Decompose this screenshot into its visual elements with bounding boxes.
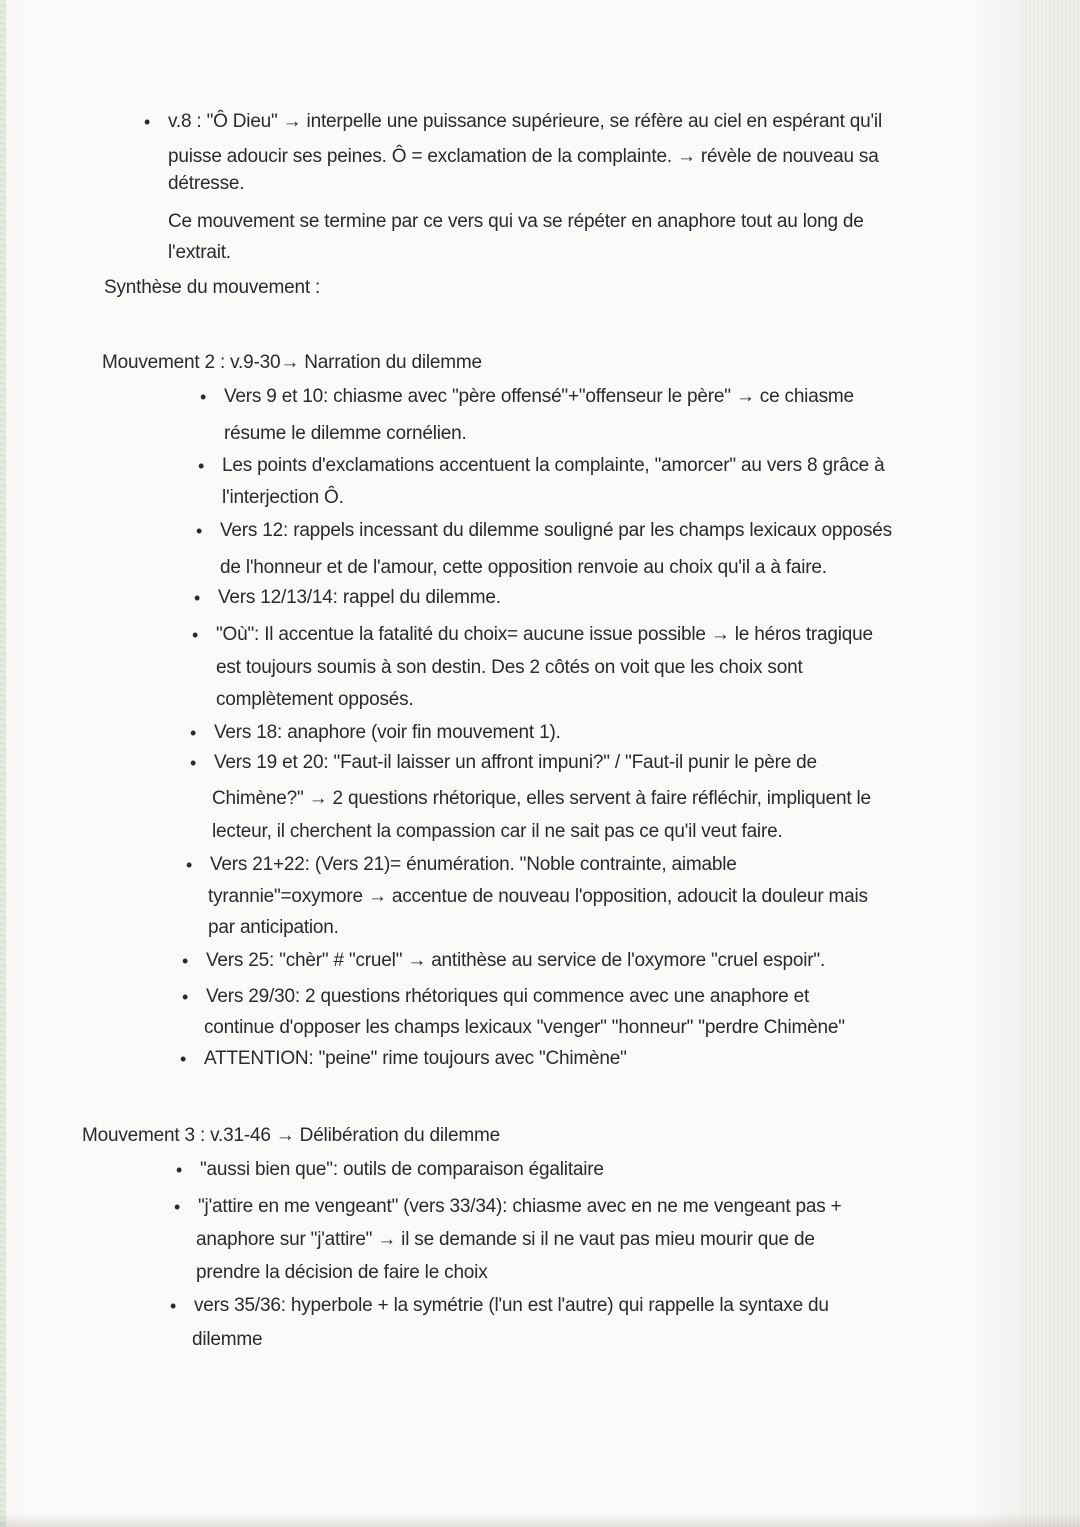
m2-bullet-8-line-1: • Vers 21+22: (Vers 21)= énumération. "Noble contrainte, aimable	[210, 853, 737, 877]
movement-end-line-1: Ce mouvement se termine par ce vers qui va se répéter en anaphore tout au long de	[168, 211, 864, 232]
m2-bullet-8-line-3: par anticipation.	[208, 917, 339, 938]
synthese-heading: Synthèse du mouvement :	[104, 277, 321, 298]
m2-bullet-9-line-1: • Vers 25: "chèr" # "cruel" → antithèse au service de l'oxymore "cruel espoir".	[206, 949, 825, 973]
m3-bullet-2-line-3: prendre la décision de faire le choix	[196, 1262, 488, 1283]
m2-bullet-3-line-2: de l'honneur et de l'amour, cette opposition renvoie au choix qu'il a à faire.	[220, 557, 827, 578]
m3-bullet-1-line-1: • "aussi bien que": outils de comparaison égalitaire	[200, 1158, 604, 1182]
m2-bullet-5-line-1: • "Où": Il accentue la fatalité du choix= aucune issue possible → le héros tragique	[216, 623, 873, 647]
m3-bullet-3-line-1: • vers 35/36: hyperbole + la symétrie (l'un est l'autre) qui rappelle la syntaxe du	[194, 1294, 829, 1318]
m2-bullet-10-line-2: continue d'opposer les champs lexicaux "venger" "honneur" "perdre Chimène"	[204, 1017, 845, 1038]
m3-bullet-2-line-1: • "j'attire en me vengeant" (vers 33/34): chiasme avec en ne me vengeant pas +	[198, 1195, 842, 1219]
m2-bullet-7-line-1: • Vers 19 et 20: "Faut-il laisser un affront impuni?" / "Faut-il punir le père de	[214, 751, 817, 775]
m2-bullet-11-line-1: • ATTENTION: "peine" rime toujours avec "Chimène"	[204, 1047, 627, 1071]
m2-bullet-1-line-2: résume le dilemme cornélien.	[224, 423, 467, 444]
m2-bullet-6-line-1: • Vers 18: anaphore (voir fin mouvement 1).	[214, 721, 561, 745]
page-bottom-shadow	[0, 1513, 1080, 1527]
m2-bullet-7-line-2: Chimène?" → 2 questions rhétorique, elles servent à faire réfléchir, impliquent le	[212, 788, 871, 809]
m2-bullet-2-line-2: l'interjection Ô.	[222, 487, 344, 508]
movement-end-line-2: l'extrait.	[168, 242, 231, 263]
m2-bullet-5-line-3: complètement opposés.	[216, 689, 414, 710]
m2-bullet-10-line-1: • Vers 29/30: 2 questions rhétoriques qui commence avec une anaphore et	[206, 985, 809, 1009]
v8-note-line-3: détresse.	[168, 173, 245, 194]
mouvement-3-heading: Mouvement 3 : v.31-46 → Délibération du dilemme	[82, 1125, 500, 1146]
m2-bullet-7-line-3: lecteur, il cherchent la compassion car il ne sait pas ce qu'il veut faire.	[212, 821, 783, 842]
m3-bullet-2-line-2: anaphore sur "j'attire" → il se demande si il ne vaut pas mieu mourir que de	[196, 1229, 815, 1250]
m2-bullet-5-line-2: est toujours soumis à son destin. Des 2 côtés on voit que les choix sont	[216, 657, 803, 678]
mouvement-2-heading: Mouvement 2 : v.9-30→ Narration du dilemme	[102, 352, 482, 373]
page-binding-edge	[0, 0, 6, 1527]
m3-bullet-3-line-2: dilemme	[192, 1329, 263, 1350]
v8-note-line-2: puisse adoucir ses peines. Ô = exclamation de la complainte. → révèle de nouveau sa	[168, 146, 879, 167]
m2-bullet-8-line-2: tyrannie"=oxymore → accentue de nouveau l'opposition, adoucit la douleur mais	[208, 886, 868, 907]
page-stack-edge	[1020, 0, 1080, 1527]
m2-bullet-1-line-1: • Vers 9 et 10: chiasme avec "père offensé"+"offenseur le père" → ce chiasme	[224, 385, 854, 409]
m2-bullet-4-line-1: • Vers 12/13/14: rappel du dilemme.	[218, 586, 501, 610]
v8-note-line-1: • v.8 : "Ô Dieu" → interpelle une puissance supérieure, se réfère au ciel en espérant qu'il	[168, 110, 882, 134]
m2-bullet-3-line-1: • Vers 12: rappels incessant du dilemme souligné par les champs lexicaux opposés	[220, 519, 892, 543]
m2-bullet-2-line-1: • Les points d'exclamations accentuent la complainte, "amorcer" au vers 8 grâce à	[222, 454, 884, 478]
